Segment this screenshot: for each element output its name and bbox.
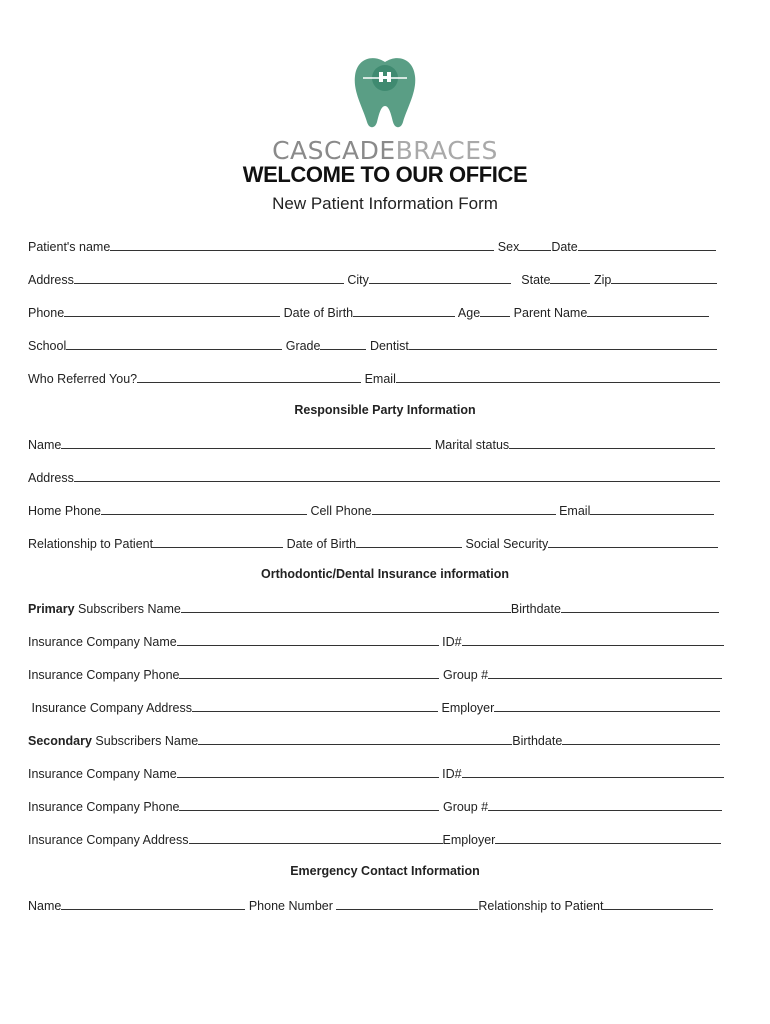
dob-field[interactable] xyxy=(353,304,455,317)
primary-company-phone-field[interactable] xyxy=(179,666,439,679)
parent-name-label: Parent Name xyxy=(513,306,588,320)
cell-phone-field[interactable] xyxy=(372,502,556,515)
primary-group-label: Group # xyxy=(442,668,489,682)
city-label: City xyxy=(347,273,369,287)
responsible-name-row xyxy=(28,436,724,453)
emergency-relationship-field[interactable] xyxy=(603,897,713,910)
primary-company-name-row xyxy=(28,633,724,650)
secondary-birthdate-label: Birthdate xyxy=(512,734,563,748)
grade-field[interactable] xyxy=(320,337,366,350)
school-field[interactable] xyxy=(66,337,282,350)
secondary-id-label: ID# xyxy=(442,767,462,781)
secondary-company-address-label: Insurance Company Address xyxy=(28,833,189,847)
emergency-name-field[interactable] xyxy=(61,897,245,910)
emergency-phone-label: Phone Number xyxy=(248,899,333,913)
emergency-name-label: Name xyxy=(28,899,62,913)
primary-id-label: ID# xyxy=(442,635,462,649)
primary-subscriber-field[interactable] xyxy=(181,600,511,613)
home-phone-label: Home Phone xyxy=(28,504,101,518)
brand-part2: BRACES xyxy=(395,136,498,165)
secondary-company-address-row xyxy=(28,831,724,848)
secondary-subscriber-row xyxy=(28,732,724,749)
responsible-relationship-row xyxy=(28,535,724,552)
secondary-subscribers-name-label: Subscribers Name xyxy=(95,734,199,748)
primary-subscriber-row xyxy=(28,600,724,617)
primary-employer-label: Employer xyxy=(441,701,495,715)
primary-subscribers-name-label: Subscribers Name xyxy=(78,602,181,616)
patient-name-label: Patient's name xyxy=(28,240,111,254)
parent-name-field[interactable] xyxy=(587,304,709,317)
insurance-heading: Orthodontic/Dental Insurance information xyxy=(261,567,509,581)
address-field[interactable] xyxy=(74,271,344,284)
marital-label: Marital status xyxy=(434,438,510,452)
emergency-relationship-label: Relationship to Patient xyxy=(478,899,604,913)
city-field[interactable] xyxy=(369,271,511,284)
secondary-company-phone-row xyxy=(28,798,724,815)
secondary-company-name-field[interactable] xyxy=(177,765,439,778)
patient-school-row xyxy=(28,337,724,354)
secondary-subscriber-field[interactable] xyxy=(198,732,512,745)
primary-company-name-label: Insurance Company Name xyxy=(28,635,177,649)
primary-company-address-label: Insurance Company Address xyxy=(31,701,192,715)
rp-address-field[interactable] xyxy=(74,469,720,482)
secondary-group-field[interactable] xyxy=(488,798,722,811)
primary-id-field[interactable] xyxy=(462,633,724,646)
emergency-phone-field[interactable] xyxy=(336,897,478,910)
rp-dob-label: Date of Birth xyxy=(286,537,357,551)
primary-birthdate-label: Birthdate xyxy=(510,602,561,616)
primary-company-name-field[interactable] xyxy=(177,633,439,646)
secondary-company-phone-field[interactable] xyxy=(179,798,439,811)
primary-company-address-row xyxy=(28,699,724,716)
page-title: WELCOME TO OUR OFFICE xyxy=(242,162,528,187)
patient-name-row xyxy=(28,238,724,255)
ssn-label: Social Security xyxy=(465,537,549,551)
rp-email-field[interactable] xyxy=(590,502,714,515)
rp-dob-field[interactable] xyxy=(356,535,462,548)
emergency-row xyxy=(28,897,724,914)
grade-label: Grade xyxy=(285,339,321,353)
secondary-label: Secondary xyxy=(28,734,92,748)
zip-field[interactable] xyxy=(611,271,717,284)
secondary-company-address-field[interactable] xyxy=(189,831,443,844)
secondary-employer-label: Employer xyxy=(442,833,496,847)
email-field[interactable] xyxy=(396,370,720,383)
rp-email-label: Email xyxy=(559,504,591,518)
date-field[interactable] xyxy=(578,238,716,251)
date-label: Date xyxy=(551,240,578,254)
patient-name-field[interactable] xyxy=(110,238,494,251)
age-field[interactable] xyxy=(480,304,510,317)
referred-field[interactable] xyxy=(137,370,361,383)
primary-label: Primary xyxy=(28,602,75,616)
secondary-id-field[interactable] xyxy=(462,765,724,778)
phone-field[interactable] xyxy=(64,304,280,317)
dentist-label: Dentist xyxy=(369,339,409,353)
responsible-phone-row xyxy=(28,502,724,519)
primary-company-phone-label: Insurance Company Phone xyxy=(28,668,180,682)
home-phone-field[interactable] xyxy=(101,502,307,515)
secondary-group-label: Group # xyxy=(442,800,489,814)
address-label: Address xyxy=(28,273,74,287)
logo xyxy=(0,56,770,130)
responsible-heading: Responsible Party Information xyxy=(294,403,476,417)
primary-birthdate-field[interactable] xyxy=(561,600,719,613)
school-label: School xyxy=(28,339,67,353)
zip-label: Zip xyxy=(593,273,612,287)
relationship-label: Relationship to Patient xyxy=(28,537,154,551)
rp-name-field[interactable] xyxy=(61,436,431,449)
secondary-employer-field[interactable] xyxy=(495,831,721,844)
sex-label: Sex xyxy=(497,240,520,254)
cell-phone-label: Cell Phone xyxy=(310,504,372,518)
phone-label: Phone xyxy=(28,306,65,320)
relationship-field[interactable] xyxy=(153,535,283,548)
tooth-logo-icon xyxy=(353,56,417,130)
emergency-heading: Emergency Contact Information xyxy=(290,864,480,878)
state-field[interactable] xyxy=(550,271,590,284)
page-subtitle: New Patient Information Form xyxy=(272,194,498,213)
ssn-field[interactable] xyxy=(548,535,718,548)
state-label: State xyxy=(521,273,551,287)
sex-field[interactable] xyxy=(519,238,551,251)
patient-phone-row xyxy=(28,304,724,321)
secondary-company-name-label: Insurance Company Name xyxy=(28,767,177,781)
marital-field[interactable] xyxy=(509,436,715,449)
patient-referral-row xyxy=(28,370,724,387)
secondary-birthdate-field[interactable] xyxy=(562,732,720,745)
primary-employer-field[interactable] xyxy=(494,699,720,712)
secondary-company-phone-label: Insurance Company Phone xyxy=(28,800,180,814)
email-label: Email xyxy=(364,372,396,386)
referred-label: Who Referred You? xyxy=(28,372,138,386)
responsible-address-row xyxy=(28,469,724,486)
dob-label: Date of Birth xyxy=(283,306,354,320)
dentist-field[interactable] xyxy=(409,337,717,350)
rp-address-label: Address xyxy=(28,471,74,485)
brand-part1: CASCADE xyxy=(272,136,396,165)
age-label: Age xyxy=(457,306,481,320)
brand-name xyxy=(0,136,770,165)
primary-company-phone-row xyxy=(28,666,724,683)
primary-group-field[interactable] xyxy=(488,666,722,679)
secondary-company-name-row xyxy=(28,765,724,782)
rp-name-label: Name xyxy=(28,438,62,452)
patient-address-row xyxy=(28,271,724,288)
primary-company-address-field[interactable] xyxy=(192,699,438,712)
